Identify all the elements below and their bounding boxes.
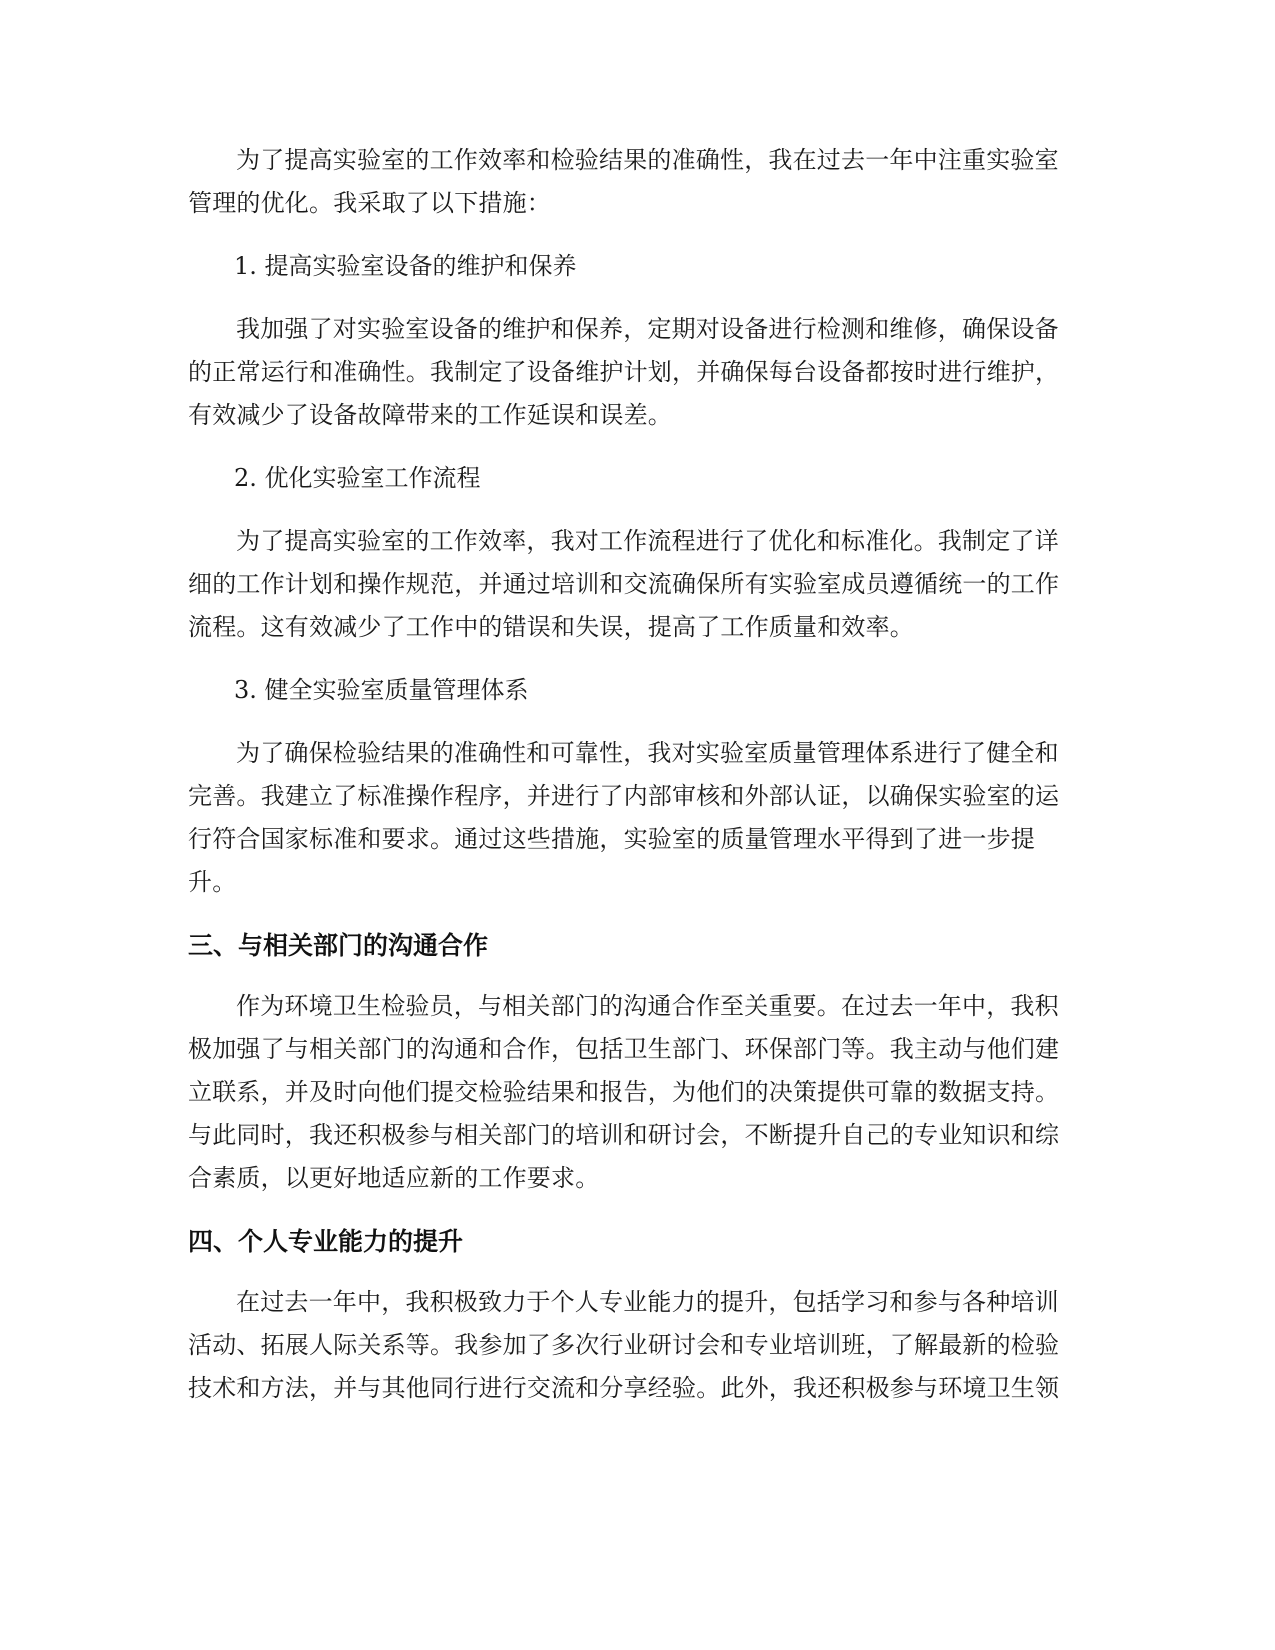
text-line: 有效减少了设备故障带来的工作延误和误差。 xyxy=(188,401,672,429)
text-line: 完善。我建立了标准操作程序，并进行了内部审核和外部认证，以确保实验室的运 xyxy=(188,782,1060,810)
text-line: 流程。这有效减少了工作中的错误和失误，提高了工作质量和效率。 xyxy=(188,613,914,641)
text-line: 为了提高实验室的工作效率和检验结果的准确性，我在过去一年中注重实验室 xyxy=(236,146,1059,174)
text-line: 作为环境卫生检验员，与相关部门的沟通合作至关重要。在过去一年中，我积 xyxy=(236,992,1059,1020)
section-heading: 三、与相关部门的沟通合作 xyxy=(188,931,489,960)
text-line: 管理的优化。我采取了以下措施： xyxy=(188,189,551,217)
text-line: 升。 xyxy=(188,868,237,896)
section3-paragraph xyxy=(188,985,1088,1200)
text-line: 活动、拓展人际关系等。我参加了多次行业研讨会和专业培训班，了解最新的检验 xyxy=(188,1331,1060,1359)
text-line: 为了提高实验室的工作效率，我对工作流程进行了优化和标准化。我制定了详 xyxy=(236,527,1059,555)
text-line: 在过去一年中，我积极致力于个人专业能力的提升，包括学习和参与各种培训 xyxy=(236,1288,1059,1316)
text-line: 行符合国家标准和要求。通过这些措施，实验室的质量管理水平得到了进一步提 xyxy=(188,825,1035,853)
intro-paragraph xyxy=(188,139,1088,225)
list-item-title: 2. 优化实验室工作流程 xyxy=(234,464,481,492)
text-line: 我加强了对实验室设备的维护和保养，定期对设备进行检测和维修，确保设备 xyxy=(236,315,1059,343)
list-item-title: 3. 健全实验室质量管理体系 xyxy=(234,676,529,704)
text-line: 合素质，以更好地适应新的工作要求。 xyxy=(188,1164,600,1192)
text-line: 的正常运行和准确性。我制定了设备维护计划，并确保每台设备都按时进行维护， xyxy=(188,358,1060,386)
text-line: 极加强了与相关部门的沟通和合作，包括卫生部门、环保部门等。我主动与他们建 xyxy=(188,1035,1060,1063)
item1-paragraph xyxy=(188,308,1088,437)
section-heading: 四、个人专业能力的提升 xyxy=(188,1227,464,1256)
text-line: 与此同时，我还积极参与相关部门的培训和研讨会，不断提升自己的专业知识和综 xyxy=(188,1121,1060,1149)
text-line: 立联系，并及时向他们提交检验结果和报告，为他们的决策提供可靠的数据支持。 xyxy=(188,1078,1060,1106)
text-line: 为了确保检验结果的准确性和可靠性，我对实验室质量管理体系进行了健全和 xyxy=(236,739,1059,767)
text-line: 技术和方法，并与其他同行进行交流和分享经验。此外，我还积极参与环境卫生领 xyxy=(188,1374,1060,1402)
document-body xyxy=(188,139,1088,1430)
item3-paragraph xyxy=(188,732,1088,904)
section4-paragraph xyxy=(188,1281,1088,1410)
list-item-title: 1. 提高实验室设备的维护和保养 xyxy=(234,252,577,280)
item2-paragraph xyxy=(188,520,1088,649)
text-line: 细的工作计划和操作规范，并通过培训和交流确保所有实验室成员遵循统一的工作 xyxy=(188,570,1060,598)
